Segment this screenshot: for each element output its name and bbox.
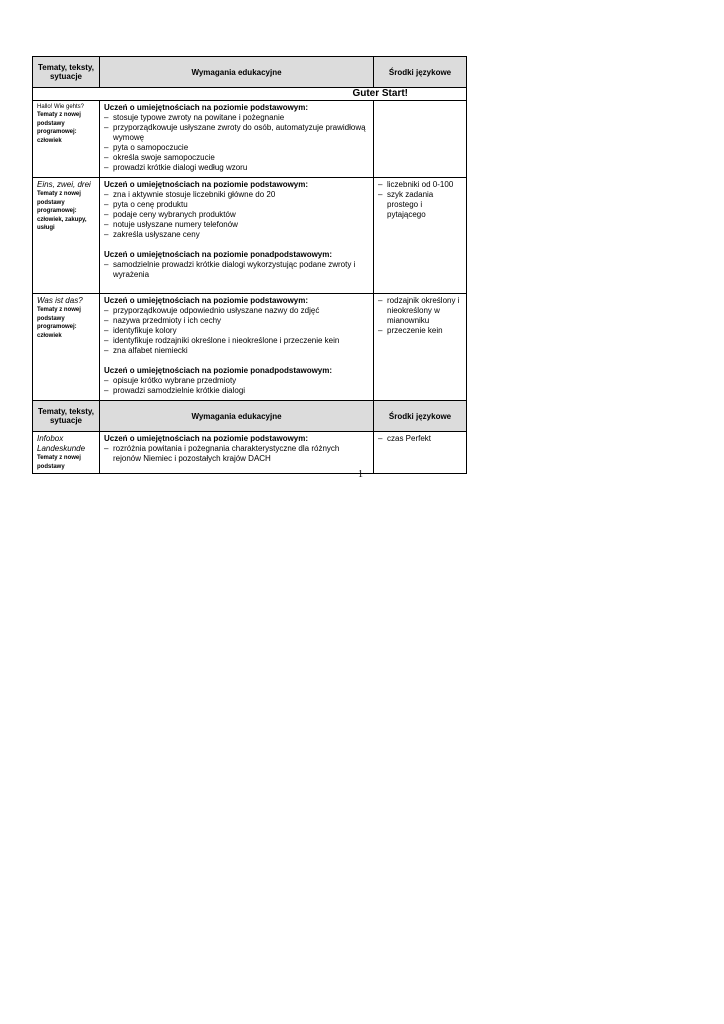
level-heading: Uczeń o umiejętnościach na poziomie podstawowym: (104, 296, 309, 305)
list-item: – identyfikuje kolory (104, 326, 369, 336)
list-item: – stosuje typowe zwroty na powitane i pożegnanie (104, 113, 369, 123)
level-heading: Uczeń o umiejętnościach na poziomie ponadpodstawowym: (104, 366, 333, 375)
list-item: – opisuje krótko wybrane przedmioty (104, 376, 369, 386)
topic-cell (33, 294, 100, 401)
level-heading: Uczeń o umiejętnościach na poziomie podstawowym: (104, 180, 309, 189)
table-header-row (33, 401, 467, 432)
list-item: – szyk zadania prostego i pytającego (378, 190, 462, 220)
list-item: – przeczenie kein (378, 326, 462, 336)
requirements-list (104, 376, 369, 396)
level-heading: Uczeń o umiejętnościach na poziomie ponadpodstawowym: (104, 250, 333, 259)
topic-cell (33, 432, 100, 474)
list-item: – nazywa przedmioty i ich cechy (104, 316, 369, 326)
list-item: – przyporządkowuje odpowiednio usłyszane nazwy do zdjęć (104, 306, 369, 316)
level-heading: Uczeń o umiejętnościach na poziomie podstawowym: (104, 434, 309, 443)
topic-title: Infobox Landeskunde (37, 434, 86, 453)
page-number: 1 (358, 469, 363, 480)
list-item: – liczebniki od 0-100 (378, 180, 462, 190)
table-row (33, 294, 467, 401)
table-row (33, 101, 467, 178)
language-list (378, 180, 462, 220)
table-header-row (33, 57, 467, 88)
list-item: – pyta o cenę produktu (104, 200, 369, 210)
header-requirements: Wymagania edukacyjne (100, 57, 374, 88)
topic-note: Tematy z nowej podstawy programowej: człowiek, zakupy, usługi (37, 191, 87, 231)
language-cell (374, 432, 467, 474)
list-item: – prowadzi krótkie dialogi według wzoru (104, 163, 369, 173)
topic-cell (33, 178, 100, 294)
language-list (378, 296, 462, 336)
header-topics-label: Tematy, teksty, sytuacje (37, 63, 95, 81)
list-item: – zna i aktywnie stosuje liczebniki główne do 20 (104, 190, 369, 200)
topic-note: Tematy z nowej podstawy programowej: człowiek (37, 307, 81, 339)
header-language: Środki językowe (374, 57, 467, 88)
list-item: – notuje usłyszane numery telefonów (104, 220, 369, 230)
list-item: – zakreśla usłyszane ceny (104, 230, 369, 240)
requirements-list (104, 190, 369, 240)
section-row (33, 88, 467, 101)
section-title: Guter Start! (33, 88, 467, 101)
requirements-list (104, 260, 369, 280)
list-item: – samodzielnie prowadzi krótkie dialogi wykorzystując podane zwroty i wyrażenia (104, 260, 369, 280)
list-item: – rozróżnia powitania i pożegnania charakterystyczne dla różnych rejonów Niemiec i pozostałych krajów DACH (104, 444, 369, 464)
requirements-cell (100, 432, 374, 474)
header-topics-label: Tematy, teksty, sytuacje (37, 407, 95, 425)
header-topics (33, 57, 100, 88)
topic-note: Tematy z nowej podstawy (37, 455, 81, 470)
language-cell (374, 178, 467, 294)
table-row (33, 178, 467, 294)
list-item: – przyporządkowuje usłyszane zwroty do osób, automatyzuje prawidłową wymowę (104, 123, 369, 143)
language-list (378, 434, 462, 444)
list-item: – pyta o samopoczucie (104, 143, 369, 153)
list-item: – identyfikuje rodzajniki określone i nieokreślone i przeczenie kein (104, 336, 369, 346)
requirements-cell (100, 178, 374, 294)
list-item: – podaje ceny wybranych produktów (104, 210, 369, 220)
requirements-table (32, 56, 467, 474)
language-cell (374, 294, 467, 401)
list-item: – czas Perfekt (378, 434, 462, 444)
requirements-list (104, 113, 369, 173)
requirements-list (104, 306, 369, 356)
level-heading: Uczeń o umiejętnościach na poziomie podstawowym: (104, 103, 309, 112)
header-topics (33, 401, 100, 432)
header-language: Środki językowe (374, 401, 467, 432)
topic-title: Hallo! Wie gehts? (37, 104, 85, 110)
requirements-cell (100, 294, 374, 401)
language-cell (374, 101, 467, 178)
topic-cell (33, 101, 100, 178)
header-requirements: Wymagania edukacyjne (100, 401, 374, 432)
list-item: – określa swoje samopoczucie (104, 153, 369, 163)
table-row (33, 432, 467, 474)
requirements-cell (100, 101, 374, 178)
list-item: – prowadzi samodzielnie krótkie dialogi (104, 386, 369, 396)
requirements-list (104, 444, 369, 464)
topic-note: Tematy z nowej podstawy programowej: człowiek (37, 112, 81, 144)
list-item: – zna alfabet niemiecki (104, 346, 369, 356)
list-item: – rodzajnik określony i nieokreślony w mianowniku (378, 296, 462, 326)
topic-title: Eins, zwei, drei (37, 180, 91, 189)
topic-title: Was ist das? (37, 296, 83, 305)
